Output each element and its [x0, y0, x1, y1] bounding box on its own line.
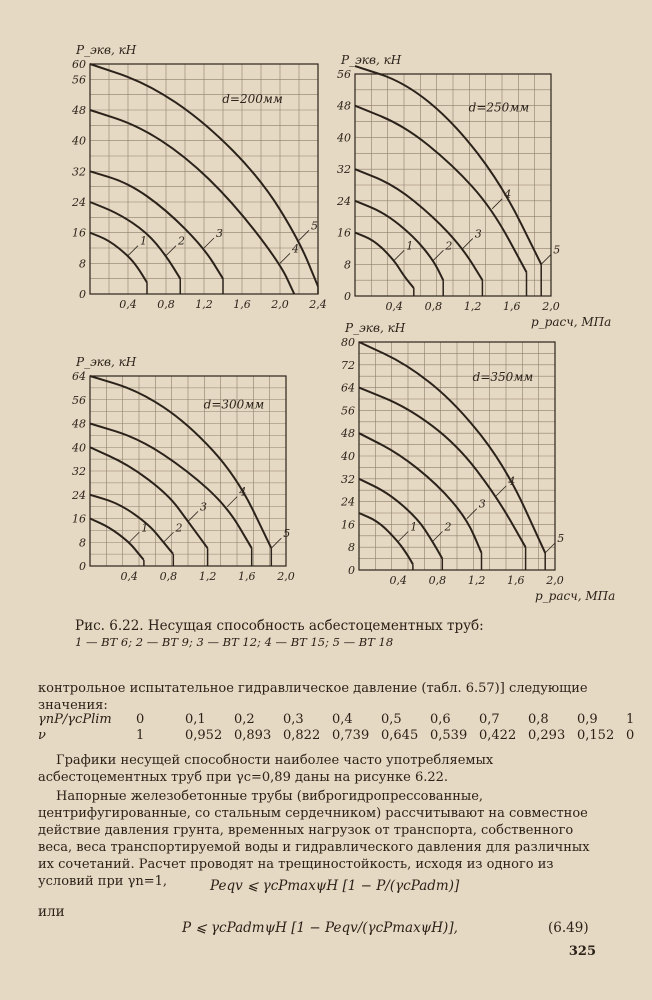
series-line-1: [359, 513, 413, 564]
diameter-label: d=350мм: [472, 369, 534, 384]
y-tick-label: 24: [341, 495, 355, 509]
x-tick-label: 1,2: [195, 298, 213, 311]
x-tick-label: 0,8: [157, 298, 175, 311]
series-label-1: 1: [141, 521, 149, 535]
nu-table-cell: 0,152: [577, 728, 615, 743]
equation-number: (6.49): [548, 920, 589, 936]
y-tick-label: 8: [344, 258, 351, 272]
series-label-5: 5: [283, 527, 291, 541]
series-label-3: 3: [474, 227, 482, 241]
diameter-label: d=300мм: [203, 397, 265, 412]
y-tick-label: 72: [341, 358, 355, 372]
x-tick-label: 0,4: [119, 298, 137, 311]
x-tick-label: 2,4: [309, 298, 327, 311]
nu-table-cell: 0,822: [283, 728, 321, 743]
nu-table-cell: 0,952: [185, 728, 223, 743]
series-leader-1: [129, 532, 139, 542]
nu-table-cell: 0,645: [381, 728, 419, 743]
series-leader-1: [394, 250, 404, 260]
series-label-4: 4: [239, 485, 247, 499]
y-tick-label: 0: [79, 288, 86, 301]
series-leader-3: [204, 238, 214, 248]
chart-d350: [325, 316, 615, 610]
nu-table-cell: 0,4: [332, 712, 353, 727]
paragraph-2: Графики несущей способности наиболее часто употребляемых асбестоцементных труб при γc=0,89 даны на рисунке 6.22.: [38, 753, 494, 785]
y-tick-label: 32: [341, 472, 355, 486]
chart-d350-svg: [325, 316, 615, 606]
x-tick-label: 1,6: [233, 298, 251, 311]
y-tick-label: 0: [344, 290, 351, 303]
y-tick-label: 40: [72, 441, 86, 455]
y-axis-label: P_экв, кН: [76, 43, 137, 57]
y-tick-label: 40: [72, 134, 86, 148]
nu-table-row-ratio: [38, 712, 652, 728]
series-line-1: [90, 233, 147, 283]
x-tick-label: 1,2: [467, 574, 486, 587]
nu-table-cell: 1: [626, 712, 635, 727]
series-label-3: 3: [200, 500, 207, 514]
chart-d200: [40, 38, 330, 312]
nu-table-cell: 0,893: [234, 728, 272, 743]
nu-table-cell: 0,2: [234, 712, 255, 727]
caption-title: Рис. 6.22. Несущая способность асбестоцементных труб:: [75, 618, 484, 634]
series-line-2: [90, 202, 180, 279]
series-leader-3: [188, 511, 198, 521]
series-label-2: 2: [175, 521, 183, 535]
y-tick-label: 60: [72, 58, 86, 71]
series-label-4: 4: [292, 242, 299, 256]
x-tick-label: 0,8: [428, 574, 447, 587]
nu-table-cell: 0,7: [479, 712, 500, 727]
series-label-1: 1: [410, 520, 418, 534]
series-leader-2: [164, 532, 174, 542]
series-label-4: 4: [504, 187, 512, 201]
nu-table-cell: 0,1: [185, 712, 206, 727]
series-leader-4: [492, 199, 502, 209]
series-label-2: 2: [444, 520, 452, 534]
y-tick-label: 16: [341, 518, 355, 532]
x-tick-label: 2,0: [277, 570, 295, 583]
nu-table-cell: 0: [136, 712, 145, 727]
series-line-5: [355, 66, 541, 264]
y-tick-label: 32: [72, 465, 86, 478]
series-label-2: 2: [178, 234, 185, 248]
y-tick-label: 0: [348, 564, 355, 577]
x-tick-label: 0,8: [424, 300, 443, 313]
x-tick-label: 2,0: [271, 298, 289, 311]
x-tick-label: 1,6: [503, 300, 521, 313]
series-leader-4: [280, 253, 290, 263]
series-label-4: 4: [508, 474, 516, 488]
nu-table-label-nu: ν: [38, 728, 46, 743]
chart-d250-svg: [325, 38, 615, 328]
y-tick-label: 16: [337, 226, 351, 240]
y-tick-label: 32: [337, 163, 351, 177]
x-tick-label: 1,6: [238, 570, 256, 583]
y-tick-label: 56: [341, 404, 355, 418]
nu-table-row-nu: [38, 728, 652, 744]
series-line-3: [90, 171, 223, 278]
chart-d250: [325, 38, 615, 332]
chart-d300: [40, 340, 330, 594]
y-tick-label: 40: [337, 131, 351, 145]
series-label-5: 5: [311, 219, 318, 233]
y-tick-label: 32: [72, 165, 86, 179]
y-tick-label: 48: [72, 417, 86, 431]
nu-table-label-ratio: γnP/γcPlim: [38, 712, 112, 727]
series-leader-5: [545, 543, 555, 553]
x-tick-label: 2,0: [546, 574, 564, 587]
nu-table-cell: 1: [136, 728, 145, 743]
nu-table-cell: 0,739: [332, 728, 370, 743]
y-tick-label: 56: [72, 393, 86, 407]
y-tick-label: 16: [72, 512, 86, 526]
formula-or: или: [38, 904, 65, 920]
series-line-1: [355, 233, 414, 288]
series-label-5: 5: [553, 243, 561, 257]
series-label-2: 2: [445, 239, 453, 253]
nu-table-cell: 0,5: [381, 712, 402, 727]
x-tick-label: 2,0: [542, 300, 560, 313]
x-axis-label: p_расч, МПа: [535, 589, 616, 603]
x-tick-label: 1,6: [507, 574, 525, 587]
nu-table-cell: 0,6: [430, 712, 451, 727]
y-tick-label: 24: [72, 196, 86, 209]
series-leader-5: [271, 538, 281, 548]
y-tick-label: 64: [341, 381, 355, 395]
y-tick-label: 8: [79, 257, 86, 271]
figure-caption: [75, 618, 595, 650]
y-tick-label: 24: [72, 488, 86, 502]
x-tick-label: 0,8: [159, 570, 178, 583]
x-tick-label: 1,2: [198, 570, 217, 583]
series-leader-2: [433, 532, 443, 542]
y-tick-label: 48: [341, 427, 355, 441]
y-tick-label: 80: [341, 336, 355, 349]
series-leader-2: [166, 246, 176, 256]
series-leader-5: [299, 230, 309, 240]
paragraph-1: контрольное испытательное гидравлическое давление (табл. 6.57)] следующие значения:: [38, 681, 588, 713]
series-line-3: [355, 169, 482, 280]
series-leader-3: [467, 509, 477, 519]
y-tick-label: 0: [79, 560, 86, 573]
y-axis-label: P_экв, кН: [341, 53, 402, 67]
x-tick-label: 0,4: [389, 574, 407, 587]
series-leader-4: [496, 486, 506, 496]
nu-table-cell: 0,9: [577, 712, 598, 727]
series-line-4: [90, 424, 252, 549]
y-tick-label: 8: [348, 541, 355, 555]
nu-table: [38, 712, 652, 744]
series-label-1: 1: [140, 234, 147, 248]
y-tick-label: 56: [72, 73, 86, 87]
y-tick-label: 48: [337, 99, 351, 113]
series-leader-2: [433, 250, 443, 260]
y-tick-label: 64: [72, 370, 86, 383]
y-axis-label: P_экв, кН: [345, 321, 406, 335]
x-axis-label: p_расч, МПа: [531, 315, 612, 329]
x-tick-label: 1,2: [463, 300, 482, 313]
y-tick-label: 24: [337, 194, 351, 208]
diameter-label: d=250мм: [468, 100, 530, 115]
series-label-3: 3: [216, 227, 223, 240]
paragraph-3: Напорные железобетонные трубы (виброгидропрессованные, центрифугированные, со стальным сердечником) рассчитывают на совместное действие давления грунта, временных нагрузок от транспорта, собственного веса, веса транспортируемой воды и гидравлического давления для различных их сочетаний. Расчет проводят на трещиностойкость, исходя из одного из условий при γn=1,: [38, 789, 590, 889]
nu-table-cell: 0,539: [430, 728, 468, 743]
y-tick-label: 56: [337, 68, 351, 81]
series-leader-4: [227, 497, 237, 507]
diameter-label: d=200мм: [222, 92, 283, 107]
y-tick-label: 8: [79, 536, 86, 550]
y-tick-label: 48: [72, 104, 86, 117]
series-leader-5: [541, 254, 551, 264]
series-leader-1: [128, 246, 138, 256]
nu-table-cell: 0,8: [528, 712, 549, 727]
nu-table-cell: 0,3: [283, 712, 304, 727]
series-label-1: 1: [406, 239, 414, 253]
series-leader-3: [463, 238, 473, 248]
chart-d200-svg: [40, 38, 330, 311]
series-leader-1: [398, 532, 408, 542]
caption-legend: 1 — ВТ 6; 2 — ВТ 9; 3 — ВТ 12; 4 — ВТ 15; 5 — ВТ 18: [75, 635, 394, 649]
page-number: 325: [568, 944, 596, 959]
x-tick-label: 0,4: [120, 570, 138, 583]
formula-2: P ⩽ γcPadmψH [1 − Peqv/(γcPmaxψH)],: [182, 920, 458, 936]
series-line-3: [359, 433, 482, 553]
y-tick-label: 16: [72, 226, 86, 240]
nu-table-cell: 0,293: [528, 728, 566, 743]
series-label-3: 3: [478, 497, 486, 511]
y-axis-label: P_экв, кН: [76, 355, 137, 369]
nu-table-cell: 0: [626, 728, 635, 743]
x-tick-label: 0,4: [385, 300, 403, 313]
formula-1: Peqv ⩽ γcPmaxψH [1 − P/(γcPadm)]: [210, 878, 460, 894]
y-tick-label: 40: [341, 450, 355, 463]
nu-table-cell: 0,422: [479, 728, 517, 743]
series-label-5: 5: [557, 531, 565, 545]
chart-d300-svg: [40, 340, 330, 590]
series-line-3: [90, 447, 208, 548]
